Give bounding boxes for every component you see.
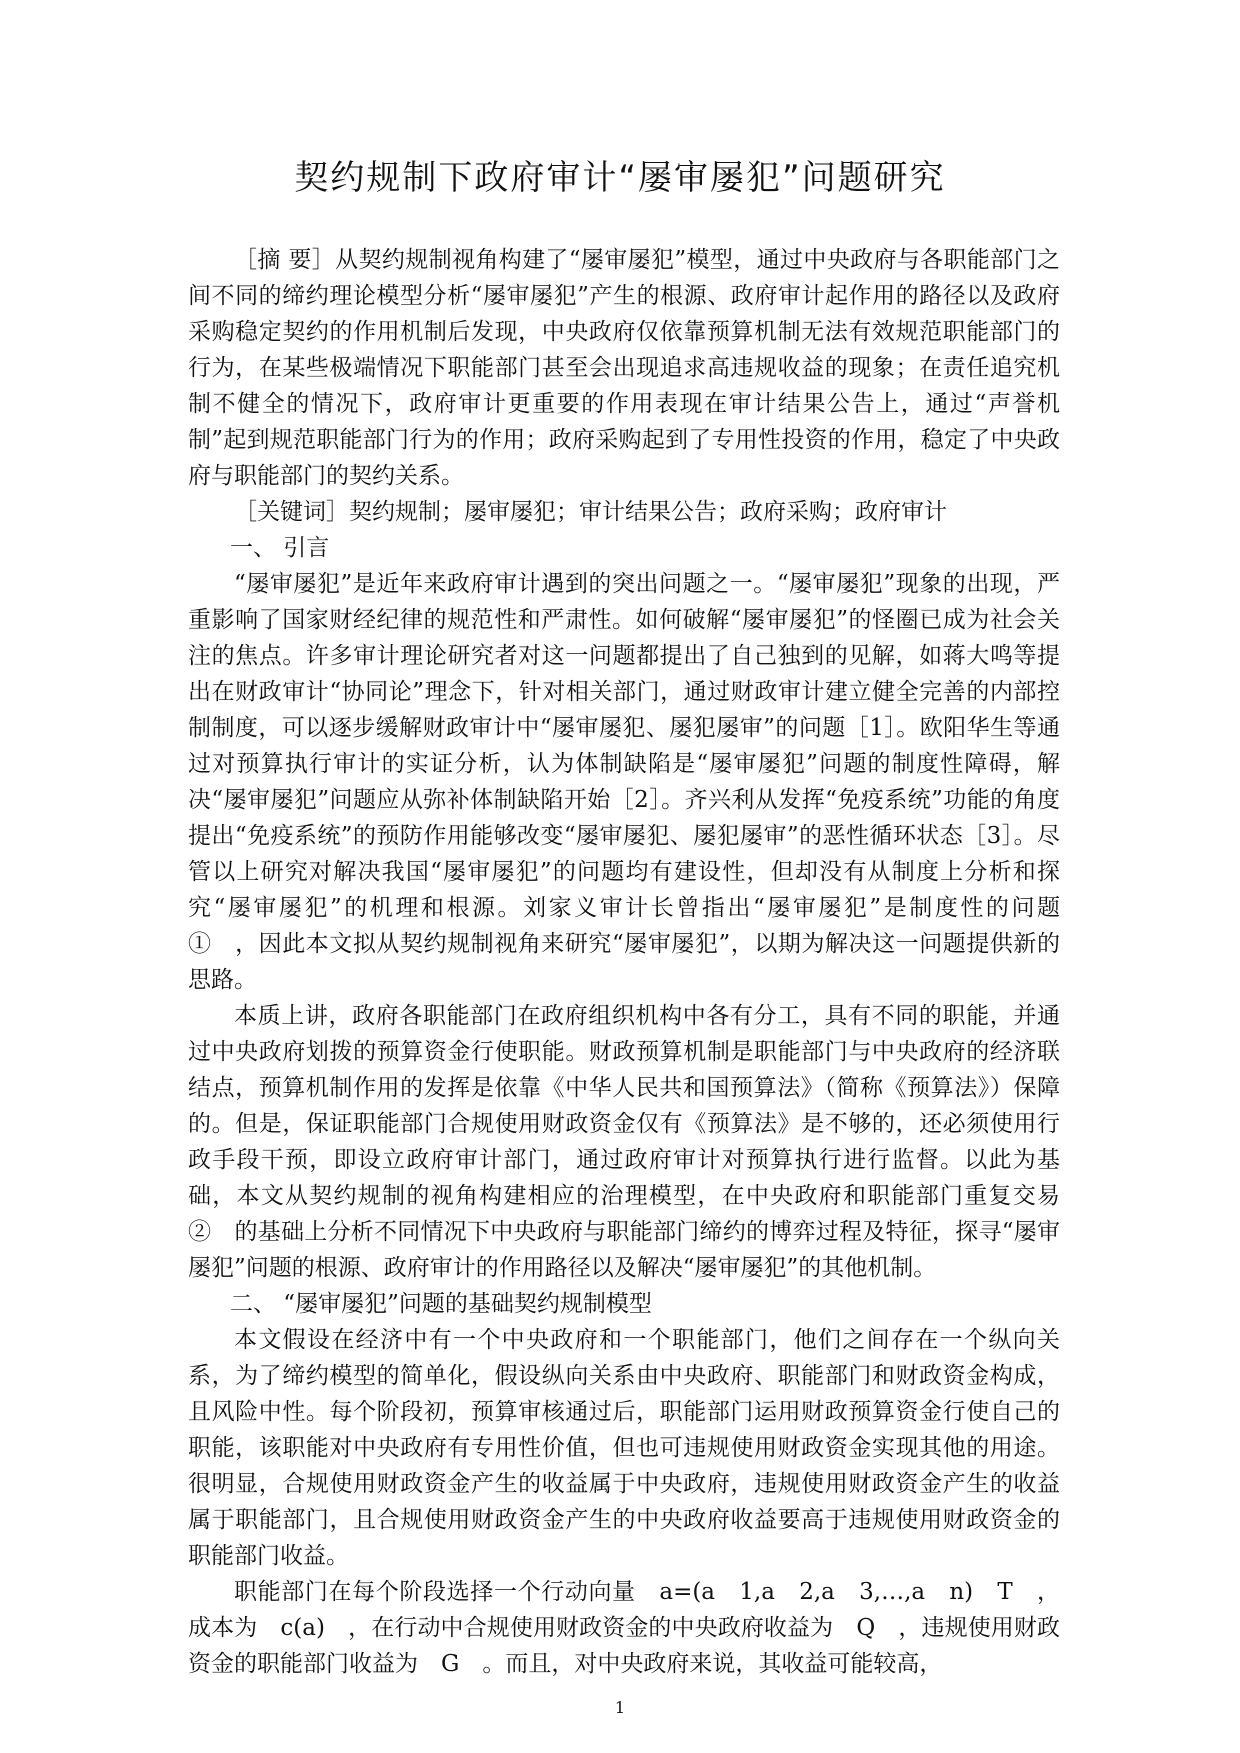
body-paragraph-1: “屡审屡犯”是近年来政府审计遇到的突出问题之一。“屡审屡犯”现象的出现，严重影响了国家财经纪律的规范性和严肃性。如何破解“屡审屡犯”的怪圈已成为社会关注的焦点。许多审计理论研究者对这一问题都提出了自己独到的见解，如蒋大鸣等提出在财政审计“协同论”理念下，针对相关部门，通过财政审计建立健全完善的内部控制制度，可以逐步缓解财政审计中“屡审屡犯、屡犯屡审”的问题［1］。欧阳华生等通过对预算执行审计的实证分析，认为体制缺陷是“屡审屡犯”问题的制度性障碍，解决“屡审屡犯”问题应从弥补体制缺陷开始［2］。齐兴利从发挥“免疫系统”功能的角度提出“免疫系统”的预防作用能够改变“屡审屡犯、屡犯屡审”的恶性循环状态［3］。尽管以上研究对解决我国“屡审屡犯”的问题均有建设性，但却没有从制度上分析和探究“屡审屡犯”的机理和根源。刘家义审计长曾指出“屡审屡犯”是制度性的问题 ① ，因此本文拟从契约规制视角来研究“屡审屡犯”，以期为解决这一问题提供新的思路。	[188, 571, 1106, 993]
paper-body	[188, 242, 1106, 1682]
paper-title: 契约规制下政府审计“屡审屡犯”问题研究	[294, 158, 946, 198]
page-number: 1	[614, 1698, 626, 1717]
section-2-heading: 二、 “屡审屡犯”问题的基础契约规制模型	[230, 1291, 652, 1317]
keywords-paragraph: ［关键词］契约规制；屡审屡犯；审计结果公告；政府采购；政府审计	[234, 499, 947, 525]
body-paragraph-3: 本文假设在经济中有一个中央政府和一个职能部门，他们之间存在一个纵向关系，为了缔约模型的简单化，假设纵向关系由中央政府、职能部门和财政资金构成，且风险中性。每个阶段初，预算审核通过后，职能部门运用财政预算资金行使自己的职能，该职能对中央政府有专用性价值，但也可违规使用财政资金实现其他的用途。很明显，合规使用财政资金产生的收益属于中央政府，违规使用财政资金产生的收益属于职能部门，且合规使用财政资金产生的中央政府收益要高于违规使用财政资金的职能部门收益。	[188, 1327, 1060, 1569]
abstract-paragraph: ［摘 要］从契约规制视角构建了“屡审屡犯”模型，通过中央政府与各职能部门之间不同的缔约理论模型分析“屡审屡犯”产生的根源、政府审计起作用的路径以及政府采购稳定契约的作用机制后发现，中央政府仅依靠预算机制无法有效规范职能部门的行为，在某些极端情况下职能部门甚至会出现追求高违规收益的现象；在责任追究机制不健全的情况下，政府审计更重要的作用表现在审计结果公告上，通过“声誉机制”起到规范职能部门行为的作用；政府采购起到了专用性投资的作用，稳定了中央政府与职能部门的契约关系。	[188, 247, 1060, 489]
section-1-heading: 一、 引言	[230, 535, 330, 561]
body-paragraph-2: 本质上讲，政府各职能部门在政府组织机构中各有分工，具有不同的职能，并通过中央政府划拨的预算资金行使职能。财政预算机制是职能部门与中央政府的经济联结点，预算机制作用的发挥是依靠《中华人民共和国预算法》（简称《预算法》）保障的。但是，保证职能部门合规使用财政资金仅有《预算法》是不够的，还必须使用行政手段干预，即设立政府审计部门，通过政府审计对预算执行进行监督。以此为基础，本文从契约规制的视角构建相应的治理模型，在中央政府和职能部门重复交易 ② 的基础上分析不同情况下中央政府与职能部门缔约的博弈过程及特征，探寻“屡审屡犯”问题的根源、政府审计的作用路径以及解决“屡审屡犯”的其他机制。	[188, 1003, 1106, 1281]
body-paragraph-4: 职能部门在每个阶段选择一个行动向量 a=(a 1,a 2,a 3,…,a n) T ，成本为 c(a) ，在行动中合规使用财政资金的中央政府收益为 Q ，违规使用财政资金的职能部门收益为 G 。而且，对中央政府来说，其收益可能较高，	[188, 1579, 1060, 1677]
